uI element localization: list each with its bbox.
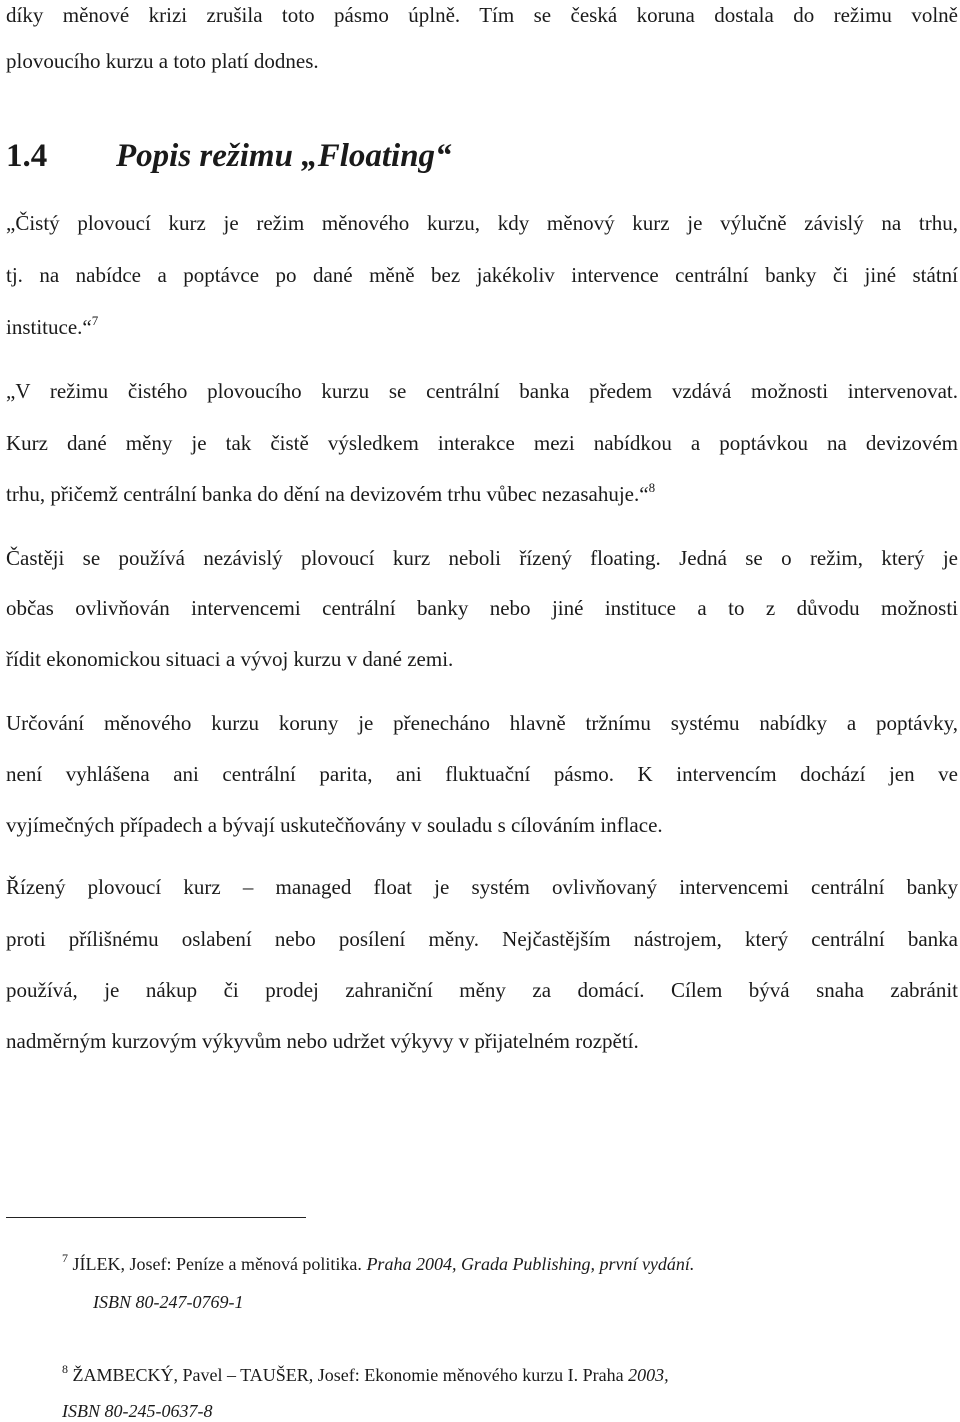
paragraph-line: nadměrným kurzovým výkyvům nebo udržet výkyvy v přijatelném rozpětí. bbox=[6, 1029, 639, 1053]
quote-line: „Čistý plovoucí kurz je režim měnového kurzu, kdy měnový kurz je výlučně závislý na trhu, bbox=[6, 211, 958, 235]
paragraph-line: vyjímečných případech a bývají uskutečňovány v souladu s cílováním inflace. bbox=[6, 813, 663, 837]
paragraph-line: občas ovlivňován intervencemi centrální banky nebo jiné instituce a to z důvodu možnosti bbox=[6, 596, 958, 620]
paragraph-line: plovoucího kurzu a toto platí dodnes. bbox=[6, 49, 319, 73]
footnote-mark: 8 bbox=[62, 1362, 68, 1376]
footnote-ref: 7 bbox=[91, 313, 99, 328]
quote-text: trhu, přičemž centrální banka do dění na devizovém trhu vůbec nezasahuje.“ bbox=[6, 482, 649, 506]
quote-text: instituce.“ bbox=[6, 315, 92, 339]
quote-line: tj. na nabídce a poptávce po dané měně bez jakékoliv intervence centrální banky či jiné státní bbox=[6, 263, 958, 287]
paragraph-line: není vyhlášena ani centrální parita, ani fluktuační pásmo. K intervencím dochází jen ve bbox=[6, 762, 958, 786]
paragraph-line: Řízený plovoucí kurz – managed float je systém ovlivňovaný intervencemi centrální banky bbox=[6, 875, 958, 899]
section-number: 1.4 bbox=[6, 138, 48, 174]
paragraph-line: díky měnové krizi zrušila toto pásmo úplně. Tím se česká koruna dostala do režimu volně bbox=[6, 3, 958, 27]
footnote-isbn: ISBN 80-245-0637-8 bbox=[62, 1401, 213, 1421]
paragraph-line: proti přílišnému oslabení nebo posílení měny. Nejčastějším nástrojem, který centrální banka bbox=[6, 927, 958, 951]
footnote-7 bbox=[62, 1253, 694, 1275]
footnote-year: 2003, bbox=[628, 1365, 669, 1385]
footnote-text: JÍLEK, Josef: Peníze a měnová politika. bbox=[72, 1254, 362, 1274]
quote-line bbox=[6, 481, 655, 507]
section-heading bbox=[6, 134, 452, 178]
paragraph-line: Častěji se používá nezávislý plovoucí kurz neboli řízený floating. Jedná se o režim, který je bbox=[6, 546, 958, 570]
footnote-mark: 7 bbox=[62, 1251, 68, 1265]
section-title: Popis režimu „Floating“ bbox=[116, 138, 452, 174]
paragraph-line: Určování měnového kurzu koruny je přenecháno hlavně tržnímu systému nabídky a poptávky, bbox=[6, 711, 958, 735]
footnote-divider bbox=[6, 1217, 306, 1218]
footnote-8 bbox=[62, 1364, 669, 1386]
paragraph-line: používá, je nákup či prodej zahraniční měny za domácí. Cílem bývá snaha zabránit bbox=[6, 978, 958, 1002]
paragraph-line: řídit ekonomickou situaci a vývoj kurzu v dané zemi. bbox=[6, 647, 454, 671]
footnote-publisher: Praha 2004, Grada Publishing, první vydání. bbox=[366, 1254, 695, 1274]
quote-line bbox=[6, 314, 98, 340]
quote-line: „V režimu čistého plovoucího kurzu se centrální banka předem vzdává možnosti intervenovat. bbox=[6, 379, 958, 403]
footnote-ref: 8 bbox=[648, 480, 656, 495]
footnote-text: ŽAMBECKÝ, Pavel – TAUŠER, Josef: Ekonomie měnového kurzu I. Praha bbox=[72, 1365, 624, 1385]
footnote-isbn: ISBN 80-247-0769-1 bbox=[93, 1292, 244, 1312]
quote-line: Kurz dané měny je tak čistě výsledkem interakce mezi nabídkou a poptávkou na devizovém bbox=[6, 431, 958, 455]
